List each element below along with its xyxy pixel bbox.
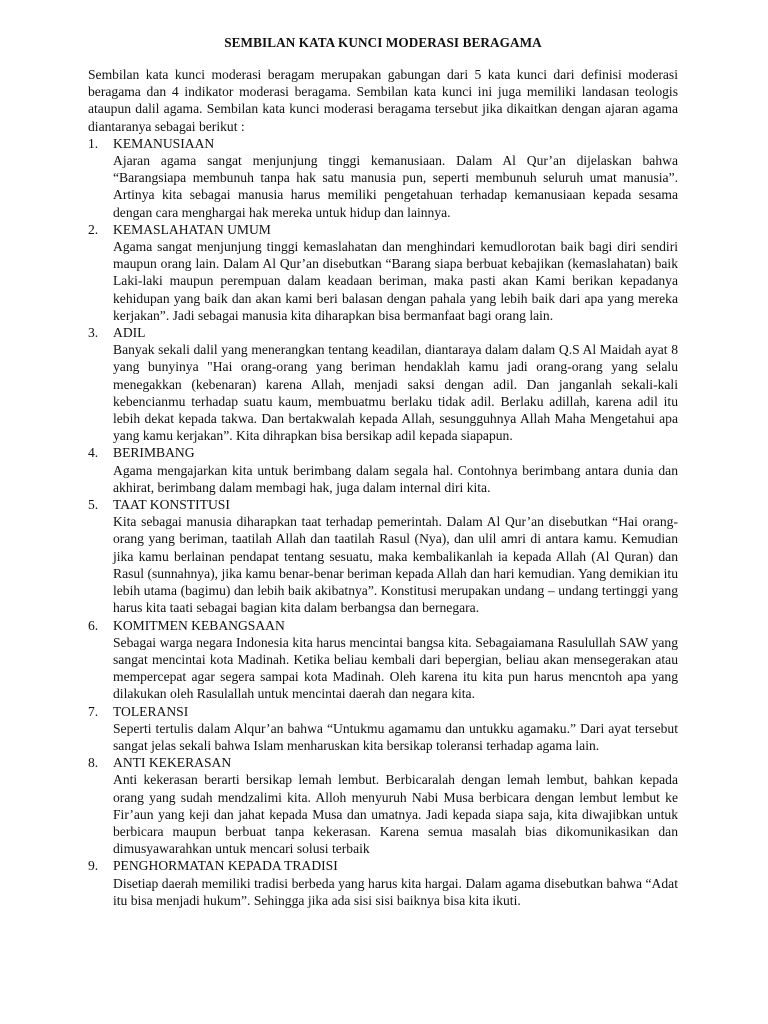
list-item	[88, 857, 678, 909]
item-body: Ajaran agama sangat menjunjung tinggi kemanusiaan. Dalam Al Qur’an dijelaskan bahwa “Barangsiapa membunuh tanpa hak satu manusia pun, seperti membunuh seluruh umat manusia”. Artinya kita sebagai manusia harus memiliki pengetahuan terhadap kemanusiaan kepada sesama dengan cara menghargai hak mereka untuk hidup dan lainnya.	[113, 153, 678, 220]
item-heading: BERIMBANG	[113, 445, 195, 461]
item-number: 6.	[88, 617, 99, 633]
item-body: Anti kekerasan berarti bersikap lemah lembut. Berbicaralah dengan lemah lembut, bahkan kepada orang yang sudah mendzalimi kita. Alloh menyuruh Nabi Musa berbicara dengan lembut lembut ke Fir’aun yang keji dan jahat kepada Musa dan umatnya. Jadi kepada siapa saja, kita diwajibkan untuk berbicara maupun berbuat tanpa kekerasan. Karena semua masalah bias dikomunikasikan dan dimusyawarahkan untuk mencari solusi terbaik	[113, 772, 678, 857]
item-heading: KEMANUSIAAN	[113, 135, 215, 151]
item-number: 2.	[88, 221, 99, 237]
list-item	[88, 703, 678, 755]
item-heading: KEMASLAHATAN UMUM	[113, 221, 271, 237]
item-heading: TOLERANSI	[113, 703, 189, 719]
item-heading: PENGHORMATAN KEPADA TRADISI	[113, 858, 338, 874]
item-number: 4.	[88, 445, 99, 461]
list-item	[88, 444, 678, 496]
item-number: 7.	[88, 703, 99, 719]
item-body: Kita sebagai manusia diharapkan taat terhadap pemerintah. Dalam Al Qur’an disebutkan “Hai orang-orang yang beriman, taatilah Allah dan taatilah Rasul (Nya), dan ulil amri di antara kamu. Kemudian jika kamu berlainan pendapat tentang sesuatu, maka kembalikanlah ia kepada Allah (Al Quran) dan Rasul (sunnahnya), jika kamu benar-benar beriman kepada Allah dan hari kemudian. Yang demikian itu lebih utama (bagimu) dan lebih baik akibatnya”. Konstitusi merupakan undang – undang tertinggi yang harus kita taati sebagai bagian kita dalam berbangsa dan bernegara.	[113, 514, 678, 616]
item-number: 1.	[88, 135, 99, 151]
item-heading: KOMITMEN KEBANGSAAN	[113, 617, 285, 633]
item-heading: ANTI KEKERASAN	[113, 755, 232, 771]
item-body: Banyak sekali dalil yang menerangkan tentang keadilan, diantaraya dalam dalam Q.S Al Maidah ayat 8 yang bunyinya "Hai orang-orang yang beriman hendaklah kamu jadi orang-orang yang selalu menegakkan (kebenaran) karena Allah, menjadi saksi dengan adil. Dan janganlah sekali-kali kebencianmu terhadap suatu kaum, membuatmu berlaku tidak adil. Berlaku adillah, karena adil itu lebih dekat kepada takwa. Dan bertakwalah kepada Allah, sesungguhnya Allah Maha Mengetahui apa yang kamu kerjakan”. Kita dihrapkan bisa bersikap adil kepada siapapun.	[113, 342, 678, 444]
item-body: Disetiap daerah memiliki tradisi berbeda yang harus kita hargai. Dalam agama disebutkan bahwa “Adat itu bisa menjadi hukum”. Sehingga jika ada sisi sisi baiknya bisa kita ikuti.	[113, 875, 678, 908]
item-number: 5.	[88, 497, 99, 513]
list-item	[88, 221, 678, 324]
item-number: 9.	[88, 858, 99, 874]
list-item	[88, 617, 678, 703]
document-title: SEMBILAN KATA KUNCI MODERASI BERAGAMA	[224, 35, 542, 50]
list-item	[88, 324, 678, 444]
document-page	[88, 34, 678, 909]
item-body: Agama mengajarkan kita untuk berimbang dalam segala hal. Contohnya berimbang antara dunia dan akhirat, berimbang dalam membagi hak, juga dalam internal diri kita.	[113, 462, 678, 495]
item-body: Sebagai warga negara Indonesia kita harus mencintai bangsa kita. Sebagaiamana Rasulullah SAW yang sangat mencintai kota Madinah. Ketika beliau kembali dari bepergian, beliau akan mensegerakan atau mempercepat agar segera sampai kota Madinah. Oleh karena itu kita pun harus mencntoh apa yang dilakukan oleh Rasulallah untuk mencintai daerah dan negara kita.	[113, 634, 678, 702]
item-body: Seperti tertulis dalam Alqur’an bahwa “Untukmu agamamu dan untukku agamaku.” Dari ayat tersebut sangat jelas sekali bahwa Islam menharuskan kita bersikap toleransi terhadap agama lain.	[113, 720, 678, 753]
list-item	[88, 754, 678, 857]
keyword-list	[88, 135, 678, 909]
item-number: 8.	[88, 755, 99, 771]
list-item	[88, 496, 678, 616]
item-heading: TAAT KONSTITUSI	[113, 497, 230, 513]
intro-paragraph: Sembilan kata kunci moderasi beragam merupakan gabungan dari 5 kata kunci dari definisi moderasi beragama dan 4 indikator moderasi beragama. Sembilan kata kunci ini juga memiliki landasan teologis ataupun dalil agama. Sembilan kata kunci moderasi beragama tersebut jika dikaitkan dengan ajaran agama diantaranya sebagai berikut :	[88, 67, 678, 134]
item-heading: ADIL	[113, 325, 146, 341]
list-item	[88, 135, 678, 221]
item-number: 3.	[88, 325, 99, 341]
item-body: Agama sangat menjunjung tinggi kemaslahatan dan menghindari kemudlorotan baik bagi diri sendiri maupun orang lain. Dalam Al Qur’an disebutkan “Barang siapa berbuat kebajikan (kemaslahatan) baik Laki-laki maupun perempuan dalam keadaan beriman, maka pasti akan Kami berikan kepadanya kehidupan yang baik dan akan kami beri balasan dengan pahala yang lebih baik dari apa yang mereka kerjakan”. Jadi sebagai manusia kita diharapkan bisa bermanfaat bagi orang lain.	[113, 239, 678, 323]
